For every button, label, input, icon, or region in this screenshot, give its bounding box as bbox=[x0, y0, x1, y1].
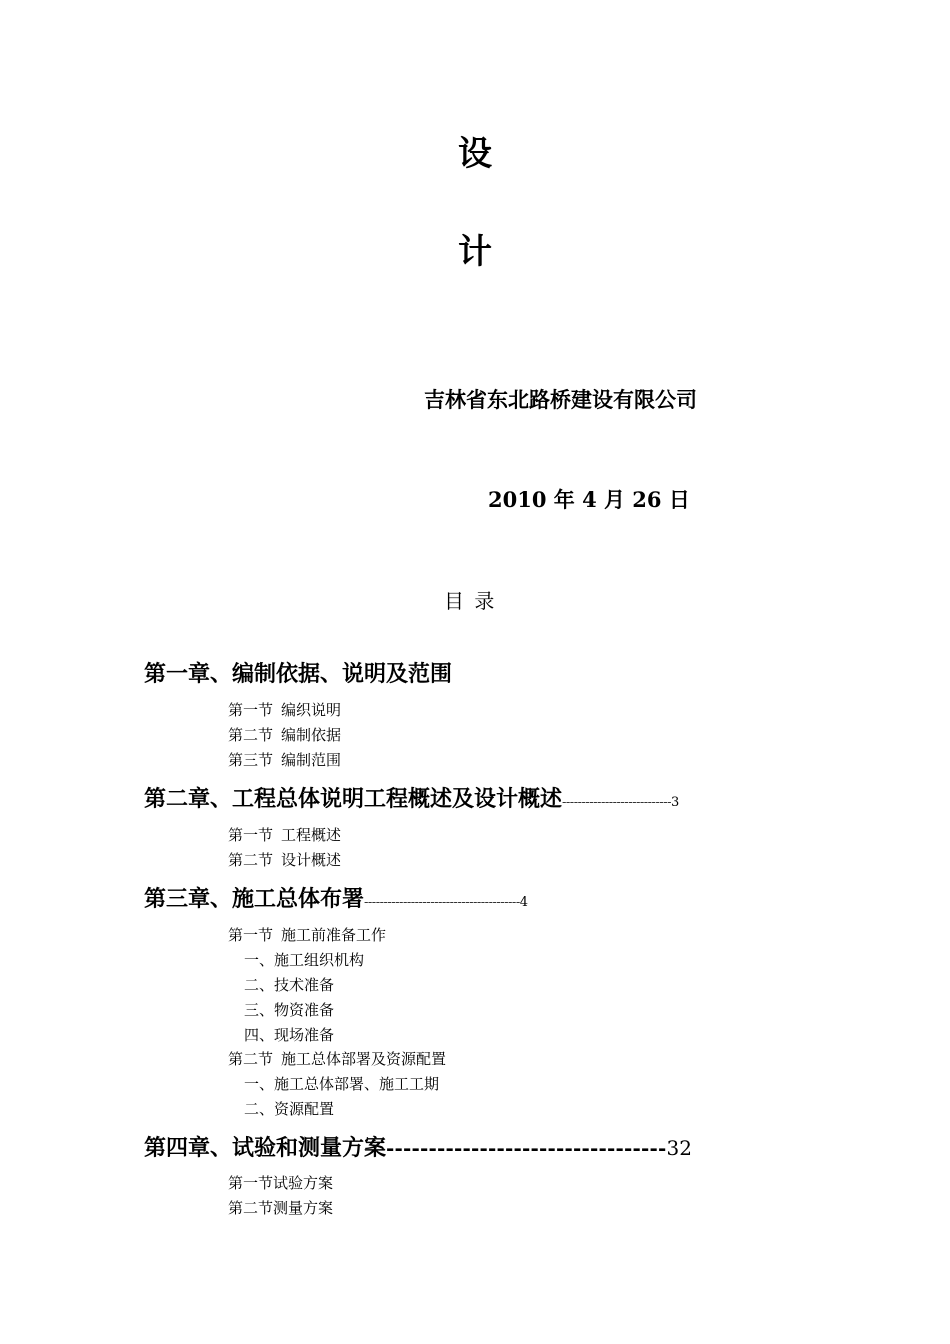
toc-section[interactable]: 第一节试验方案 bbox=[228, 1174, 334, 1192]
section-number: 第二节 bbox=[228, 1050, 274, 1068]
toc-section[interactable] bbox=[228, 725, 341, 745]
toc-chapter-2[interactable] bbox=[144, 784, 679, 818]
toc-item[interactable]: 二、技术准备 bbox=[244, 976, 335, 994]
page-number: 4 bbox=[519, 895, 528, 910]
section-number: 第三节 bbox=[228, 751, 274, 769]
toc-item[interactable]: 三、物资准备 bbox=[244, 1001, 335, 1019]
page-number: 3 bbox=[671, 795, 680, 810]
toc-section[interactable] bbox=[228, 1049, 446, 1069]
section-title: 编制依据 bbox=[281, 726, 342, 744]
cover-title-char-1: 设 bbox=[458, 134, 492, 174]
company-name: 吉林省东北路桥建设有限公司 bbox=[424, 387, 697, 412]
chapter-title: 第三章、施工总体布署 bbox=[144, 886, 365, 912]
toc-section[interactable]: 第二节测量方案 bbox=[228, 1199, 334, 1217]
toc-item[interactable]: 二、资源配置 bbox=[244, 1100, 335, 1118]
section-title: 设计概述 bbox=[281, 851, 342, 869]
section-number: 第一节 bbox=[228, 701, 274, 719]
section-number: 第二节 bbox=[228, 726, 274, 744]
section-title: 编制范围 bbox=[281, 751, 342, 769]
chapter-title: 第四章、试验和测量方案 bbox=[144, 1135, 387, 1161]
section-title: 编织说明 bbox=[281, 701, 342, 719]
section-number: 第一节 bbox=[228, 926, 274, 944]
dot-leader: --------------------------------- bbox=[386, 1136, 667, 1160]
toc-section[interactable] bbox=[228, 750, 341, 770]
dot-leader: ---------------------------- bbox=[562, 795, 672, 810]
cover-title-char-2: 计 bbox=[458, 232, 492, 272]
dot-leader: ---------------------------------------- bbox=[364, 895, 520, 910]
toc-section[interactable] bbox=[228, 925, 386, 945]
toc-section[interactable] bbox=[228, 825, 341, 845]
chapter-title: 第一章、编制依据、说明及范围 bbox=[144, 661, 453, 687]
toc-section[interactable] bbox=[228, 850, 341, 870]
chapter-title: 第二章、工程总体说明工程概述及设计概述 bbox=[144, 786, 563, 812]
section-title: 工程概述 bbox=[281, 826, 342, 844]
toc-chapter-1[interactable] bbox=[144, 659, 452, 689]
section-title: 施工总体部署及资源配置 bbox=[281, 1050, 447, 1068]
toc-chapter-3[interactable] bbox=[144, 884, 528, 918]
section-number: 第二节 bbox=[228, 851, 274, 869]
toc-item[interactable]: 四、现场准备 bbox=[244, 1026, 335, 1044]
page-number: 32 bbox=[666, 1136, 692, 1160]
toc-heading: 目 录 bbox=[444, 589, 497, 613]
toc-item[interactable]: 一、施工总体部署、施工工期 bbox=[244, 1075, 440, 1093]
document-date: 2010 年 4 月 26 日 bbox=[488, 487, 690, 512]
section-number: 第一节 bbox=[228, 826, 274, 844]
section-title: 施工前准备工作 bbox=[281, 926, 387, 944]
toc-chapter-4[interactable] bbox=[144, 1133, 692, 1163]
toc-section[interactable] bbox=[228, 700, 341, 720]
toc-item[interactable]: 一、施工组织机构 bbox=[244, 951, 365, 969]
